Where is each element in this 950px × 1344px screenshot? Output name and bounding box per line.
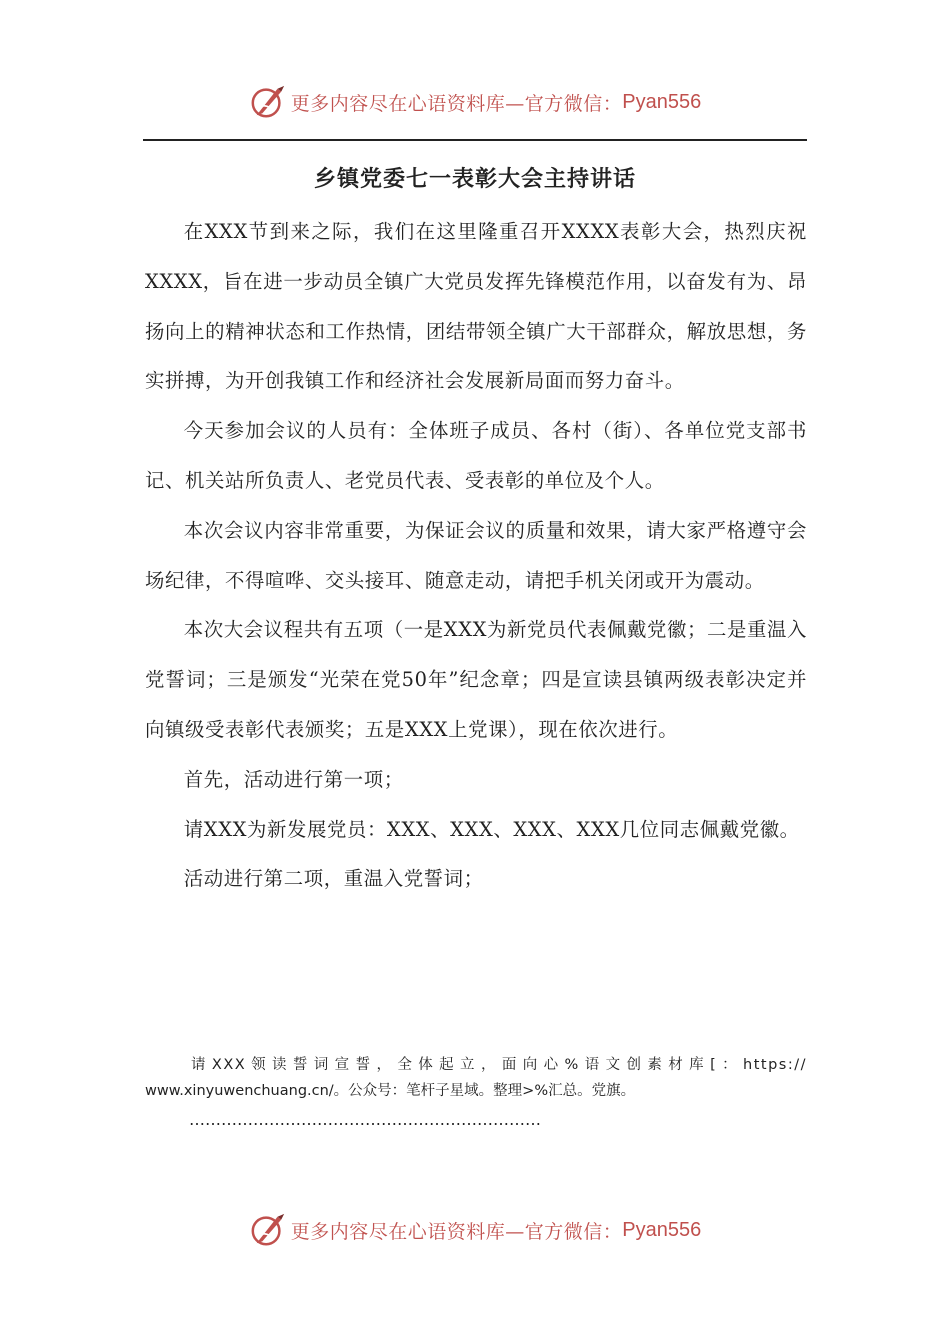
paragraph: 活动进行第二项，重温入党誓词； bbox=[183, 867, 484, 891]
paragraph: 今天参加会议的人员有：全体班子成员、各村（街）、各单位党支部书记、机关站所负责人、老党员代表、受表彰的单位及个人。 bbox=[145, 419, 807, 492]
paragraph: 请XXX为新发展党员：XXX、XXX、XXX、XXX几位同志佩戴党徽。 bbox=[183, 817, 800, 841]
banner-text: 更多内容尽在心语资料库—官方微信： bbox=[290, 1220, 623, 1243]
small-text-line: 请XXX领读誓词宣誓，全体起立，面向心%语文创素材库[：https:// bbox=[191, 1057, 807, 1073]
header-banner bbox=[0, 77, 950, 127]
watermark-paragraph bbox=[145, 1052, 807, 1104]
paragraph: 本次大会议程共有五项（一是XXX为新党员代表佩戴党徽；二是重温入党誓词；三是颁发“光荣在党50年”纪念章；四是宣读县镇两级表彰决定并向镇级受表彰代表颁奖；五是XXX上党课），现在依次进行。 bbox=[145, 618, 807, 741]
footer-banner bbox=[0, 1205, 950, 1255]
quill-pen-icon bbox=[249, 83, 287, 121]
header-divider bbox=[143, 139, 807, 141]
ellipsis-line: ………………………………………………………… bbox=[189, 1110, 541, 1129]
small-text-line: www.xinyuwenchuang.cn/。公众号：笔杆子星域。整理>%汇总。党旗。 bbox=[145, 1083, 636, 1099]
document-title: 乡镇党委七一表彰大会主持讲话 bbox=[313, 167, 636, 192]
quill-pen-icon bbox=[249, 1211, 287, 1249]
document-body bbox=[145, 207, 807, 904]
paragraph: 本次会议内容非常重要，为保证会议的质量和效果，请大家严格遵守会场纪律，不得喧哗、交头接耳、随意走动，请把手机关闭或开为震动。 bbox=[145, 518, 807, 592]
paragraph: 在XXX节到来之际，我们在这里隆重召开XXXX表彰大会，热烈庆祝XXXX，旨在进一步动员全镇广大党员发挥先锋模范作用，以奋发有为、昂扬向上的精神状态和工作热情，团结带领全镇广大干部群众，解放思想，务实拼搏，为开创我镇工作和经济社会发展新局面而努力奋斗。 bbox=[145, 220, 807, 393]
wechat-id: Pyan556 bbox=[622, 1218, 702, 1241]
paragraph: 首先，活动进行第一项； bbox=[183, 767, 404, 791]
banner-text: 更多内容尽在心语资料库—官方微信： bbox=[290, 92, 623, 115]
wechat-id: Pyan556 bbox=[622, 90, 702, 113]
